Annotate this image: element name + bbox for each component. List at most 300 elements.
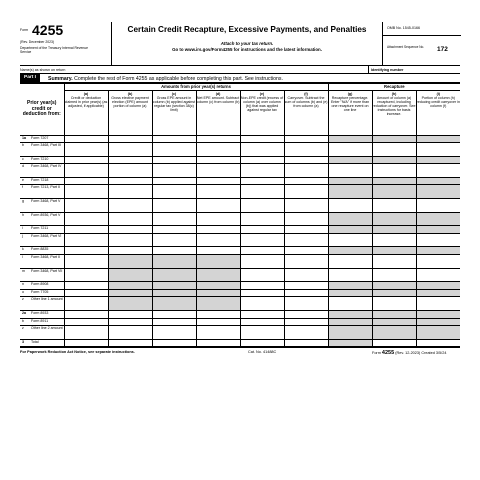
entry-cell[interactable] <box>328 233 372 247</box>
row-label <box>20 226 64 234</box>
entry-cell[interactable] <box>240 311 284 319</box>
row-label <box>20 177 64 185</box>
shaded-cell <box>416 289 460 297</box>
entry-cell[interactable] <box>152 143 196 157</box>
entry-cell[interactable] <box>284 233 328 247</box>
entry-cell[interactable] <box>64 135 108 143</box>
shaded-cell <box>196 297 240 311</box>
entry-cell[interactable] <box>372 268 416 282</box>
entry-cell[interactable] <box>196 199 240 213</box>
column-description: Gross EPE amount in column (b) applied against regular tax (section 38(c) limit) <box>152 95 196 112</box>
entry-cell[interactable] <box>152 318 196 326</box>
row-label <box>20 311 64 319</box>
row-label <box>20 339 64 347</box>
row-label <box>20 185 64 199</box>
shaded-cell <box>328 177 372 185</box>
column-letter: (g) <box>347 91 353 96</box>
entry-cell[interactable] <box>416 143 460 157</box>
form-number: 4255 <box>32 22 64 38</box>
entry-cell[interactable] <box>372 199 416 213</box>
entry-cell[interactable] <box>108 233 152 247</box>
shaded-cell <box>372 185 416 199</box>
entry-cell[interactable] <box>64 297 108 311</box>
line-label: Form 8908 <box>31 282 49 287</box>
entry-cell[interactable] <box>64 177 108 185</box>
entry-cell[interactable] <box>64 233 108 247</box>
shaded-cell <box>328 289 372 297</box>
line-label: Other line 2 amount <box>31 326 63 331</box>
line-label: Form 8911 <box>31 318 49 323</box>
line-label: Form 8936, Part V <box>31 212 61 217</box>
entry-cell[interactable] <box>152 177 196 185</box>
entry-cell[interactable] <box>240 247 284 255</box>
entry-cell[interactable] <box>240 255 284 269</box>
entry-cell[interactable] <box>328 255 372 269</box>
entry-cell[interactable] <box>284 311 328 319</box>
column-letter: (d) <box>215 91 221 96</box>
shaded-cell <box>372 318 416 326</box>
department-name: Department of the Treasury Internal Revenue Service <box>20 46 89 54</box>
line-label: Form 7705 <box>31 289 49 294</box>
table-row <box>20 212 460 226</box>
line-number: n <box>22 282 24 287</box>
row-label <box>20 282 64 290</box>
entry-cell[interactable] <box>64 318 108 326</box>
entry-cell[interactable] <box>196 143 240 157</box>
row-label <box>20 247 64 255</box>
row-label <box>20 318 64 326</box>
line-number: 1a <box>22 135 26 140</box>
form-word: Form <box>20 28 29 32</box>
column-letter: (e) <box>259 91 265 96</box>
entry-cell[interactable] <box>240 226 284 234</box>
column-header <box>284 90 328 135</box>
line-label: Form 3468, Part IV <box>31 164 62 169</box>
entry-cell[interactable] <box>152 311 196 319</box>
entry-cell[interactable] <box>372 164 416 178</box>
entry-cell[interactable] <box>284 318 328 326</box>
entry-cell[interactable] <box>64 339 108 347</box>
shaded-cell <box>152 282 196 290</box>
shaded-cell <box>416 226 460 234</box>
entry-cell[interactable] <box>240 233 284 247</box>
shaded-cell <box>328 282 372 290</box>
column-letter: (b) <box>127 91 133 96</box>
line-number: i <box>22 226 23 231</box>
entry-cell[interactable] <box>240 143 284 157</box>
line-number: z <box>22 326 24 331</box>
entry-cell[interactable] <box>196 177 240 185</box>
entry-cell[interactable] <box>240 177 284 185</box>
form-footer <box>20 347 460 357</box>
entry-cell[interactable] <box>152 199 196 213</box>
entry-cell[interactable] <box>108 247 152 255</box>
shaded-cell <box>328 185 372 199</box>
entry-cell[interactable] <box>284 226 328 234</box>
line-label: Other line 1 amount <box>31 297 63 302</box>
shaded-cell <box>328 212 372 226</box>
shaded-cell <box>328 339 372 347</box>
line-label: Form 3468, Part VI <box>31 233 62 238</box>
sequence-number: 172 <box>437 46 448 53</box>
column-header <box>108 90 152 135</box>
cat-number: Cat. No. 41488C <box>248 350 277 355</box>
shaded-cell <box>196 289 240 297</box>
column-letter: (c) <box>171 91 177 96</box>
entry-cell[interactable] <box>240 282 284 290</box>
line-label: Form 3468, Part III <box>31 143 61 148</box>
shaded-cell <box>372 177 416 185</box>
row-label <box>20 268 64 282</box>
row-label <box>20 326 64 340</box>
shaded-cell <box>416 326 460 340</box>
entry-cell[interactable] <box>64 311 108 319</box>
entry-cell[interactable] <box>240 164 284 178</box>
entry-cell[interactable] <box>152 233 196 247</box>
entry-cell[interactable] <box>240 297 284 311</box>
entry-cell[interactable] <box>240 135 284 143</box>
column-header <box>64 90 108 135</box>
entry-cell[interactable] <box>64 212 108 226</box>
shaded-cell <box>416 311 460 319</box>
entry-cell[interactable] <box>372 143 416 157</box>
form-header <box>20 22 460 66</box>
entry-cell[interactable] <box>372 233 416 247</box>
shaded-cell <box>152 268 196 282</box>
shaded-cell <box>372 135 416 143</box>
column-header <box>196 90 240 135</box>
shaded-cell <box>328 247 372 255</box>
shaded-cell <box>416 185 460 199</box>
entry-cell[interactable] <box>284 268 328 282</box>
entry-cell[interactable] <box>152 135 196 143</box>
entry-cell[interactable] <box>416 255 460 269</box>
line-label: Form 7210 <box>31 156 49 161</box>
entry-cell[interactable] <box>108 212 152 226</box>
line-number: e <box>22 177 24 182</box>
entry-cell[interactable] <box>152 339 196 347</box>
entry-cell[interactable] <box>416 164 460 178</box>
entry-cell[interactable] <box>196 185 240 199</box>
entry-cell[interactable] <box>64 226 108 234</box>
goto-instruction: Go to www.irs.gov/Form4255 for instructions and the latest information. <box>172 47 322 52</box>
shaded-cell <box>416 212 460 226</box>
line-label: Form 7211 <box>31 226 49 231</box>
summary-text: Complete the rest of Form 4255 as applicable before completing this part. See instructions. <box>74 75 283 82</box>
entry-cell[interactable] <box>108 177 152 185</box>
table-row <box>20 326 460 340</box>
entry-cell[interactable] <box>108 326 152 340</box>
entry-cell[interactable] <box>240 185 284 199</box>
shaded-cell <box>416 247 460 255</box>
entry-cell[interactable] <box>196 135 240 143</box>
shaded-cell <box>416 177 460 185</box>
entry-cell[interactable] <box>196 339 240 347</box>
form-page <box>20 22 460 357</box>
entry-cell[interactable] <box>196 212 240 226</box>
column-letter: (a) <box>83 91 89 96</box>
column-header <box>328 90 372 135</box>
table-row <box>20 289 460 297</box>
attach-instruction: Attach to your tax return. <box>220 41 274 46</box>
line-number: 2a <box>22 311 26 315</box>
column-letter: (i) <box>436 91 440 96</box>
line-number: z <box>22 297 24 302</box>
shaded-cell <box>372 282 416 290</box>
entry-cell[interactable] <box>64 199 108 213</box>
entry-cell[interactable] <box>284 212 328 226</box>
line-number: b <box>22 318 24 323</box>
footer-form-number: 4255 <box>381 350 395 357</box>
shaded-cell <box>196 268 240 282</box>
row-header: Prior year(s) credit or deduction from: <box>20 84 64 136</box>
entry-cell[interactable] <box>416 297 460 311</box>
omb-box <box>382 22 460 66</box>
line-label: Form 3468, Part VII <box>31 268 63 273</box>
line-label: Form 8933 <box>31 311 49 315</box>
row-label <box>20 255 64 269</box>
entry-cell[interactable] <box>196 164 240 178</box>
table-row <box>20 177 460 185</box>
entry-cell[interactable] <box>64 185 108 199</box>
line-number: g <box>22 199 24 204</box>
line-label: Form 7213, Part II <box>31 185 60 190</box>
footer-revision: (Rev. 12-2023) Created 3/5/24 <box>395 351 447 356</box>
entry-cell[interactable] <box>196 326 240 340</box>
line-number: b <box>22 143 24 148</box>
column-headers <box>20 90 460 135</box>
part-label: Part I <box>20 74 40 82</box>
shaded-cell <box>372 247 416 255</box>
column-description: Amount of column (a) recaptured, including reduction of carryover. See instructions for basis increase. <box>372 95 416 116</box>
shaded-cell <box>152 289 196 297</box>
entry-cell[interactable] <box>152 185 196 199</box>
entry-cell[interactable] <box>64 268 108 282</box>
column-header <box>240 90 284 135</box>
entry-cell[interactable] <box>64 255 108 269</box>
entry-cell[interactable] <box>240 212 284 226</box>
table-row <box>20 156 460 164</box>
entry-cell[interactable] <box>284 164 328 178</box>
entry-cell[interactable] <box>108 135 152 143</box>
row-label <box>20 297 64 311</box>
table-row <box>20 255 460 269</box>
entry-cell[interactable] <box>284 282 328 290</box>
line-number: 3 <box>22 339 24 344</box>
line-number: f <box>22 185 23 190</box>
entry-cell[interactable] <box>372 255 416 269</box>
line-number: o <box>22 289 24 294</box>
column-description: Portion of column (h) reducing credit carryover in column (f) <box>416 95 460 108</box>
table-row <box>20 311 460 319</box>
entry-cell[interactable] <box>284 255 328 269</box>
entry-cell[interactable] <box>108 226 152 234</box>
entry-cell[interactable] <box>196 311 240 319</box>
entry-cell[interactable] <box>108 318 152 326</box>
entry-cell[interactable] <box>64 143 108 157</box>
line-number: d <box>22 164 24 169</box>
entry-cell[interactable] <box>108 164 152 178</box>
entry-cell[interactable] <box>108 339 152 347</box>
entry-cell[interactable] <box>108 185 152 199</box>
column-description: Credit or deduction claimed in prior year(s) (as adjusted, if applicable) <box>64 95 108 108</box>
column-description: Gross elective payment election (EPE) amount portion of column (a) <box>111 95 149 108</box>
row-label <box>20 143 64 157</box>
entry-cell[interactable] <box>196 226 240 234</box>
table-row <box>20 164 460 178</box>
form-id-box <box>20 22 112 66</box>
entry-cell[interactable] <box>196 318 240 326</box>
part1-heading <box>20 74 460 83</box>
table-row <box>20 339 460 347</box>
omb-divider <box>383 35 461 36</box>
shaded-cell <box>328 326 372 340</box>
shaded-cell <box>372 326 416 340</box>
shaded-cell <box>328 135 372 143</box>
table-row <box>20 185 460 199</box>
entry-cell[interactable] <box>328 297 372 311</box>
table-row <box>20 268 460 282</box>
entry-cell[interactable] <box>196 233 240 247</box>
column-letter: (h) <box>391 91 397 96</box>
entry-cell[interactable] <box>328 164 372 178</box>
entry-cell[interactable] <box>108 143 152 157</box>
entry-cell[interactable] <box>240 268 284 282</box>
entry-cell[interactable] <box>152 156 196 164</box>
row-label <box>20 233 64 247</box>
row-label <box>20 135 64 143</box>
column-header <box>416 90 460 135</box>
shaded-cell <box>108 268 152 282</box>
shaded-cell <box>328 311 372 319</box>
entry-cell[interactable] <box>284 185 328 199</box>
line-label: Form 3468, Part II <box>31 255 60 260</box>
footer-form-word: Form <box>372 351 381 356</box>
summary-table <box>20 83 460 347</box>
group-recapture-header: Recapture <box>328 84 460 91</box>
entry-cell[interactable] <box>416 199 460 213</box>
table-row <box>20 199 460 213</box>
column-description: Carryover. Subtract the sum of columns (b) and (e) from column (a) <box>284 95 328 108</box>
entry-cell[interactable] <box>284 156 328 164</box>
form-revision: (Rev. December 2023) <box>20 40 55 44</box>
table-row <box>20 143 460 157</box>
entry-cell[interactable] <box>64 289 108 297</box>
shaded-cell <box>416 135 460 143</box>
entry-cell[interactable] <box>284 339 328 347</box>
table-row <box>20 297 460 311</box>
entry-cell[interactable] <box>108 311 152 319</box>
footer-form-id <box>372 350 446 356</box>
table-row <box>20 135 460 143</box>
table-row <box>20 318 460 326</box>
entry-cell[interactable] <box>240 156 284 164</box>
form-title-box <box>112 22 382 66</box>
entry-cell[interactable] <box>240 289 284 297</box>
entry-cell[interactable] <box>284 143 328 157</box>
entry-cell[interactable] <box>64 282 108 290</box>
entry-cell[interactable] <box>328 199 372 213</box>
part-title <box>48 76 283 82</box>
name-field[interactable]: Name(s) as shown on return <box>20 67 66 72</box>
entry-cell[interactable] <box>284 135 328 143</box>
entry-cell[interactable] <box>196 156 240 164</box>
entry-cell[interactable] <box>64 156 108 164</box>
line-label: Form 3468, Part V <box>31 199 61 204</box>
row-label <box>20 199 64 213</box>
shaded-cell <box>372 311 416 319</box>
line-number: h <box>22 212 24 217</box>
shaded-cell <box>328 318 372 326</box>
line-number: m <box>22 268 25 273</box>
entry-cell[interactable] <box>240 199 284 213</box>
entry-cell[interactable] <box>416 268 460 282</box>
entry-cell[interactable] <box>64 164 108 178</box>
entry-cell[interactable] <box>152 247 196 255</box>
form-title: Certain Credit Recapture, Excessive Payments, and Penalties <box>127 25 367 34</box>
shaded-cell <box>152 297 196 311</box>
entry-cell[interactable] <box>240 318 284 326</box>
shaded-cell <box>196 282 240 290</box>
identifying-number-field[interactable]: Identifying number <box>368 66 403 74</box>
column-header <box>152 90 196 135</box>
line-label: Total <box>31 339 39 344</box>
entry-cell[interactable] <box>372 339 416 347</box>
entry-cell[interactable] <box>416 233 460 247</box>
entry-cell[interactable] <box>196 247 240 255</box>
entry-cell[interactable] <box>416 339 460 347</box>
row-label <box>20 289 64 297</box>
entry-cell[interactable] <box>152 226 196 234</box>
table-row <box>20 226 460 234</box>
shaded-cell <box>196 255 240 269</box>
entry-cell[interactable] <box>284 177 328 185</box>
column-description: Non-EPE credit (excess of column (a) over column (b)) that was applied against regular tax <box>240 95 284 112</box>
shaded-cell <box>328 156 372 164</box>
shaded-cell <box>372 212 416 226</box>
column-description: Recapture percentage. Enter "N/A" if more than one recapture event on one line <box>330 95 370 112</box>
entry-cell[interactable] <box>372 297 416 311</box>
entry-cell[interactable] <box>240 326 284 340</box>
entry-cell[interactable] <box>108 199 152 213</box>
entry-cell[interactable] <box>328 268 372 282</box>
entry-cell[interactable] <box>284 326 328 340</box>
shaded-cell <box>372 226 416 234</box>
column-description: Net EPE amount. Subtract column (c) from column (b) <box>196 95 240 104</box>
shaded-cell <box>108 282 152 290</box>
entry-cell[interactable] <box>284 199 328 213</box>
shaded-cell <box>108 297 152 311</box>
entry-cell[interactable] <box>284 297 328 311</box>
line-label: Form 8835 <box>31 247 49 252</box>
entry-cell[interactable] <box>64 247 108 255</box>
shaded-cell <box>108 289 152 297</box>
entry-cell[interactable] <box>64 326 108 340</box>
entry-cell[interactable] <box>152 326 196 340</box>
entry-cell[interactable] <box>284 247 328 255</box>
entry-cell[interactable] <box>328 143 372 157</box>
name-row <box>20 66 460 74</box>
entry-cell[interactable] <box>284 289 328 297</box>
entry-cell[interactable] <box>240 339 284 347</box>
shaded-cell <box>328 226 372 234</box>
entry-cell[interactable] <box>108 156 152 164</box>
entry-cell[interactable] <box>152 212 196 226</box>
entry-cell[interactable] <box>152 164 196 178</box>
line-label: Form 7218 <box>31 177 49 182</box>
shaded-cell <box>108 255 152 269</box>
column-letter: (f) <box>304 91 308 96</box>
